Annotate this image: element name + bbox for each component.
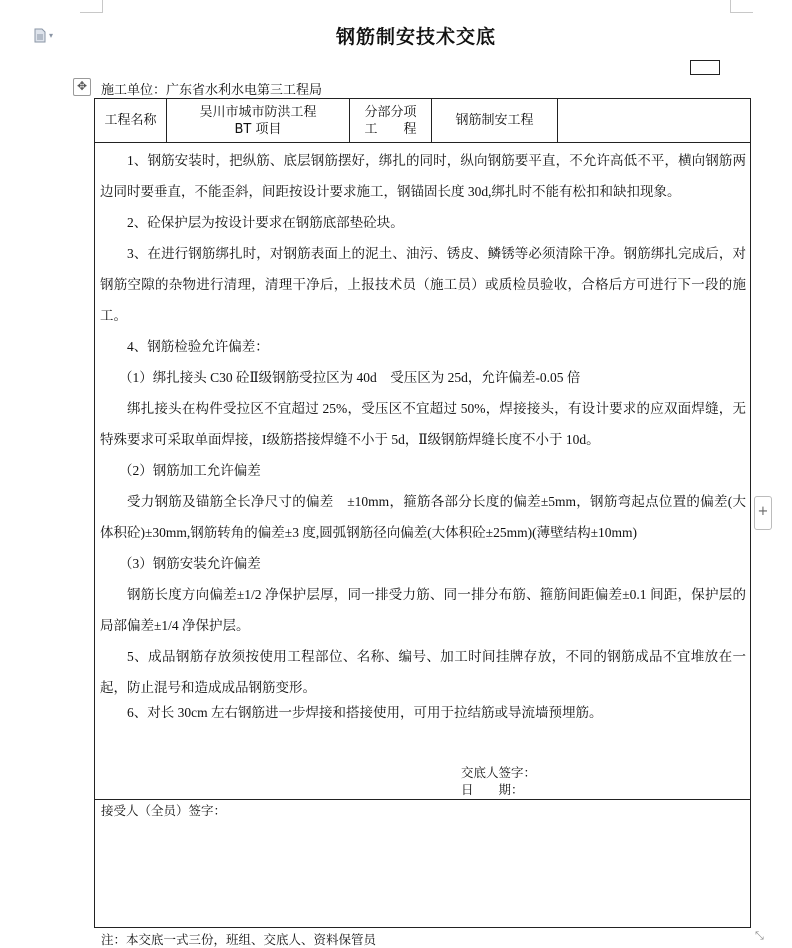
project-name-line1: 吴川市城市防洪工程 — [199, 104, 317, 120]
paragraph: 钢筋长度方向偏差±1/2 净保护层厚，同一排受力筋、同一排分布筋、箍筋间距偏差±0.1 间距，保护层的局部偏差±1/4 净保护层。 — [100, 587, 746, 633]
paragraph: 2、砼保护层为按设计要求在钢筋底部垫砼块。 — [127, 215, 404, 230]
blank-cell — [558, 99, 750, 142]
page-corner-mark — [730, 0, 753, 13]
project-name-value — [167, 99, 349, 142]
paragraph: （1）绑扎接头 C30 砼Ⅱ级钢筋受拉区为 40d 受压区为 25d，允许偏差-0.05 倍 — [119, 370, 581, 385]
paragraph: 3、在进行钢筋绑扎时，对钢筋表面上的泥土、油污、锈皮、鳞锈等必须清除干净。钢筋绑扎完成后，对钢筋空隙的杂物进行清理，清理干净后，上报技术员（施工员）或质检员验收，合格后方可进行下一段的施工。 — [100, 246, 746, 323]
paragraph: （3）钢筋安装允许偏差 — [119, 556, 261, 571]
sub-project-value: 钢筋制安工程 — [455, 113, 534, 128]
move-handle-icon[interactable]: ✥ — [73, 78, 91, 96]
project-name-label: 工程名称 — [104, 113, 157, 128]
sub-project-label-line1: 分部分项 — [364, 104, 417, 120]
receiver-signature-label: 接受人（全员）签字： — [101, 804, 227, 818]
construction-unit-label: 施工单位：广东省水利水电第三工程局 — [101, 83, 323, 98]
project-name-line2: BT 项目 — [234, 121, 282, 137]
paragraph: 6、对长 30cm 左右钢筋进一步焊接和搭接使用，可用于拉结筋或导流墙预埋筋。 — [127, 705, 603, 720]
blank-field-box — [690, 60, 720, 75]
date-label: 日 期： — [461, 783, 524, 797]
sub-project-label — [350, 99, 431, 142]
presenter-signature-label: 交底人签字： — [461, 766, 537, 780]
resize-icon[interactable]: ⤡ — [755, 929, 764, 942]
paragraph: 1、钢筋安装时，把纵筋、底层钢筋摆好，绑扎的同时，纵向钢筋要平直，不允许高低不平，横向钢筋两边同时要垂直，不能歪斜，间距按设计要求施工，钢锚固长度 30d,绑扎时不能有松扣和缺扣现象。 — [100, 153, 746, 199]
disclosure-content — [100, 145, 746, 723]
paragraph: （2）钢筋加工允许偏差 — [119, 463, 261, 478]
plus-icon[interactable]: + — [754, 496, 772, 530]
sub-project-label-line2: 工 程 — [364, 121, 417, 137]
footnote: 注：本交底一式三份，班组、交底人、资料保管员 — [101, 933, 377, 947]
caret-down-icon: ▾ — [49, 30, 54, 40]
paragraph: 5、成品钢筋存放须按使用工程部位、名称、编号、加工时间挂牌存放，不同的钢筋成品不宜堆放在一起，防止混号和造成成品钢筋变形。 — [100, 649, 746, 695]
page-corner-mark — [80, 0, 103, 13]
paragraph: 4、钢筋检验允许偏差： — [127, 339, 269, 354]
paragraph: 受力钢筋及锚筋全长净尺寸的偏差 ±10mm，箍筋各部分长度的偏差±5mm，钢筋弯起点位置的偏差(大体积砼)±30mm,钢筋转角的偏差±3 度,圆弧钢筋径向偏差(大体积砼±25mm)(薄壁结构±10mm) — [100, 494, 746, 540]
page-title: 钢筋制安技术交底 — [335, 26, 496, 48]
paragraph: 绑扎接头在构件受拉区不宜超过 25%，受压区不宜超过 50%，焊接接头，有设计要求的应双面焊缝，无特殊要求可采取单面焊接，I级筋搭接焊缝不小于 5d，Ⅱ级钢筋焊缝长度不小于 10d。 — [100, 401, 746, 447]
